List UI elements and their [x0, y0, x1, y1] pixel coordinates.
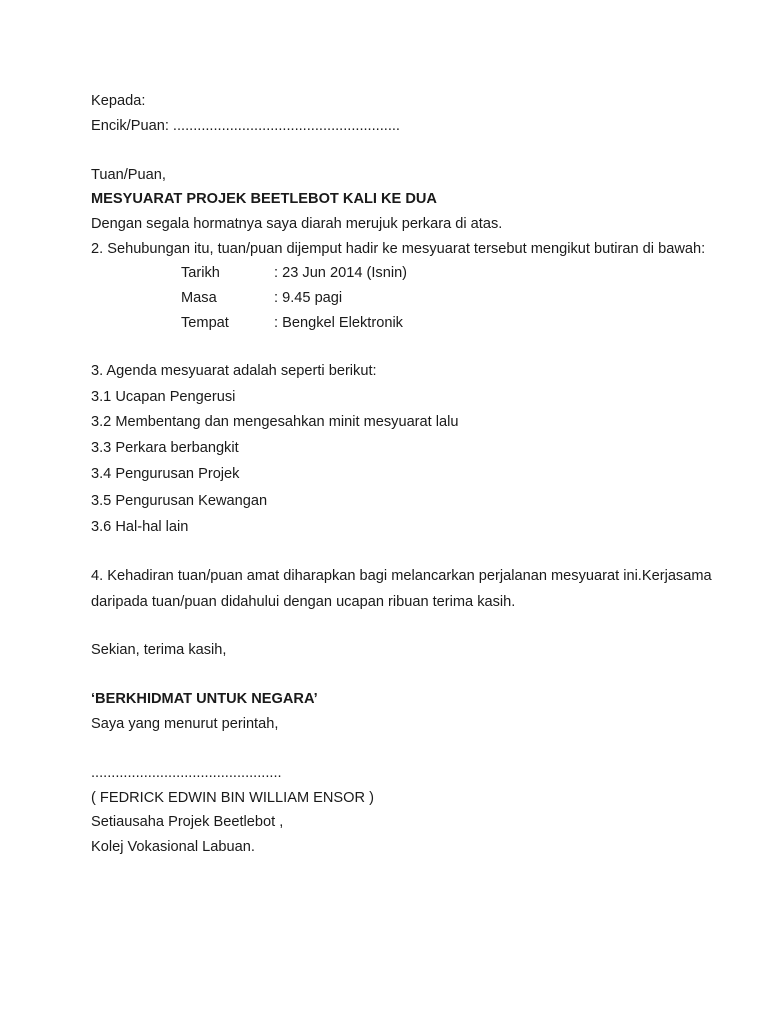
- detail-value-time: : 9.45 pagi: [274, 290, 343, 306]
- agenda-intro: 3. Agenda mesyuarat adalah seperti berikut:: [91, 363, 377, 379]
- agenda-item: 3.5 Pengurusan Kewangan: [91, 493, 268, 509]
- paragraph-4-line-1: 4. Kehadiran tuan/puan amat diharapkan bagi melancarkan perjalanan mesyuarat ini.Kerjasama: [91, 568, 712, 584]
- salutation: Tuan/Puan,: [91, 167, 166, 183]
- paragraph-2: 2. Sehubungan itu, tuan/puan dijemput hadir ke mesyuarat tersebut mengikut butiran di bawah:: [91, 241, 706, 257]
- detail-label-place: Tempat: [181, 315, 229, 331]
- intro-paragraph: Dengan segala hormatnya saya diarah merujuk perkara di atas.: [91, 216, 503, 232]
- signature-line: ...............................................: [91, 765, 282, 781]
- recipient-line: Encik/Puan: ........................................................: [91, 118, 400, 134]
- obedient-line: Saya yang menurut perintah,: [91, 716, 279, 732]
- paragraph-4-line-2: daripada tuan/puan didahului dengan ucapan ribuan terima kasih.: [91, 594, 516, 610]
- agenda-item: 3.4 Pengurusan Projek: [91, 466, 240, 482]
- motto: ‘BERKHIDMAT UNTUK NEGARA’: [91, 691, 318, 707]
- detail-value-date: : 23 Jun 2014 (Isnin): [274, 265, 408, 281]
- closing: Sekian, terima kasih,: [91, 642, 227, 658]
- agenda-item: 3.3 Perkara berbangkit: [91, 440, 239, 456]
- signer-name: ( FEDRICK EDWIN BIN WILLIAM ENSOR ): [91, 790, 374, 806]
- signer-organization: Kolej Vokasional Labuan.: [91, 839, 255, 855]
- agenda-item: 3.1 Ucapan Pengerusi: [91, 389, 236, 405]
- to-label: Kepada:: [91, 93, 146, 109]
- detail-label-date: Tarikh: [181, 265, 220, 281]
- agenda-item: 3.2 Membentang dan mengesahkan minit mesyuarat lalu: [91, 414, 459, 430]
- detail-label-time: Masa: [181, 290, 217, 306]
- agenda-item: 3.6 Hal-hal lain: [91, 519, 189, 535]
- signer-title: Setiausaha Projek Beetlebot ,: [91, 814, 284, 830]
- detail-value-place: : Bengkel Elektronik: [274, 315, 403, 331]
- letter-subject: MESYUARAT PROJEK BEETLEBOT KALI KE DUA: [91, 191, 437, 207]
